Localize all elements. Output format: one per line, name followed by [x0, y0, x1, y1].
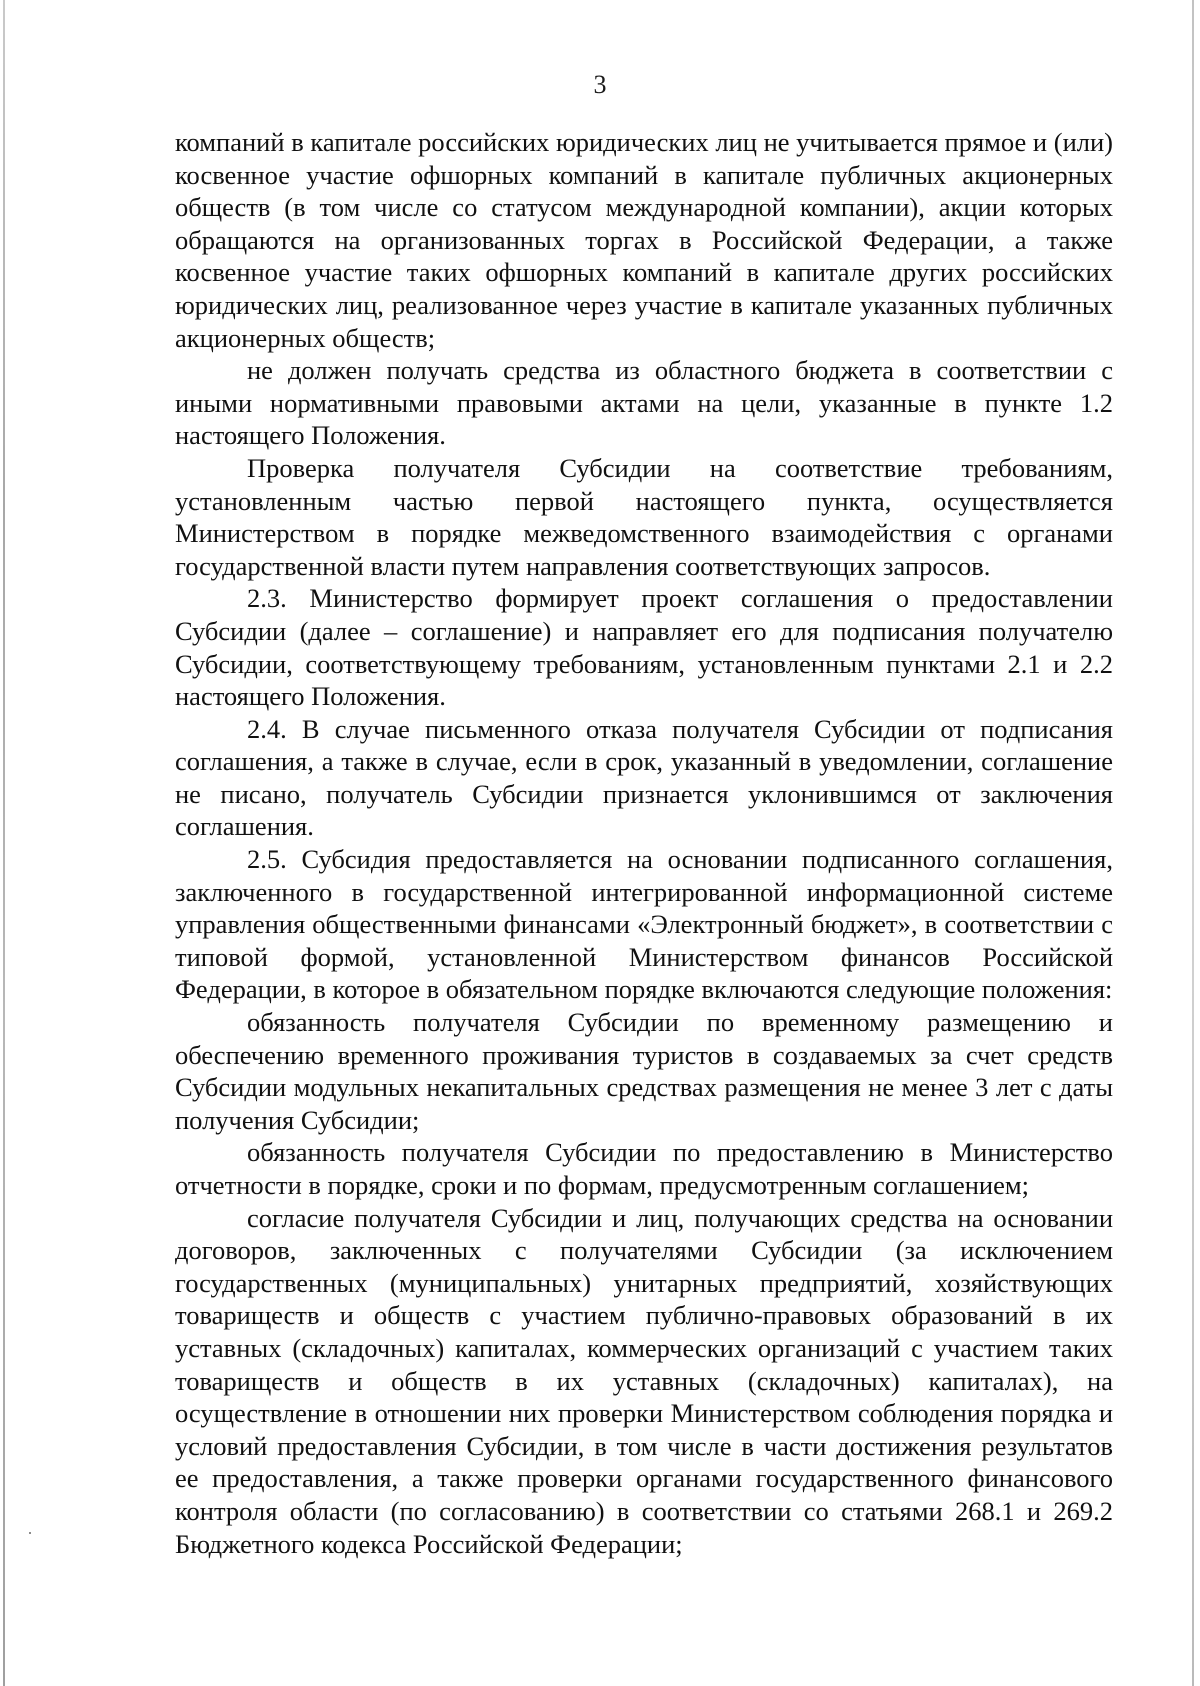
paragraph: не должен получать средства из областного бюджета в соответствии с иными нормативными правовыми актами на цели, указанные в пункте 1.2 настоящего Положения. [175, 355, 1113, 451]
paragraph: согласие получателя Субсидии и лиц, получающих средства на основании договоров, заключенных с получателями Субсидии (за исключением государственных (муниципальных) унитарных предприятий, хозяйствующих товариществ и обществ с участием публично-правовых образований в их уставных (складочных) капиталах, коммерческих организаций с участием таких товариществ и обществ в их уставных (складочных) капиталах), на осуществление в отношении них проверки Министерством соблюдения порядка и условий предоставления Субсидии, в том числе в части достижения результатов ее предоставления, а также проверки органами государственного финансового контроля области (по согласованию) в соответствии со статьями 268.1 и 269.2 Бюджетного кодекса Российской Федерации; [175, 1202, 1113, 1559]
page-number: 3 [593, 70, 607, 99]
scan-edge-right [1192, 0, 1194, 1686]
paragraph: компаний в капитале российских юридических лиц не учитывается прямое и (или) косвенное участие офшорных компаний в капитале публичных акционерных обществ (в том числе со статусом международной компании), акции которых обращаются на организованных торгах в Российской Федерации, а также косвенное участие таких офшорных компаний в капитале других российских юридических лиц, реализованное через участие в капитале указанных публичных акционерных обществ; [175, 127, 1113, 353]
document-body [175, 126, 1113, 1560]
paragraph: 2.4. В случае письменного отказа получателя Субсидии от подписания соглашения, а также в случае, если в срок, указанный в уведомлении, соглашение не писано, получатель Субсидии признается уклонившимся от заключения соглашения. [175, 713, 1113, 842]
paragraph: обязанность получателя Субсидии по временному размещению и обеспечению временного проживания туристов в создаваемых за счет средств Субсидии модульных некапитальных средствах размещения не менее 3 лет с даты получения Субсидии; [175, 1007, 1113, 1135]
paragraph: обязанность получателя Субсидии по предоставлению в Министерство отчетности в порядке, сроки и по формам, предусмотренным соглашением; [175, 1137, 1113, 1200]
scan-speck [29, 1532, 31, 1534]
scan-edge-left [3, 0, 5, 1686]
paragraph: Проверка получателя Субсидии на соответствие требованиям, установленным частью первой настоящего пункта, осуществляется Министерством в порядке межведомственного взаимодействия с органами государственной власти путем направления соответствующих запросов. [175, 452, 1113, 581]
paragraph: 2.5. Субсидия предоставляется на основании подписанного соглашения, заключенного в государственной интегрированной информационной системе управления общественными финансами «Электронный бюджет», в соответствии с типовой формой, установленной Министерством финансов Российской Федерации, в которое в обязательном порядке включаются следующие положения: [175, 844, 1113, 1005]
paragraph: 2.3. Министерство формирует проект соглашения о предоставлении Субсидии (далее – соглашение) и направляет его для подписания получателю Субсидии, соответствующему требованиям, установленным пунктами 2.1 и 2.2 настоящего Положения. [175, 583, 1113, 712]
